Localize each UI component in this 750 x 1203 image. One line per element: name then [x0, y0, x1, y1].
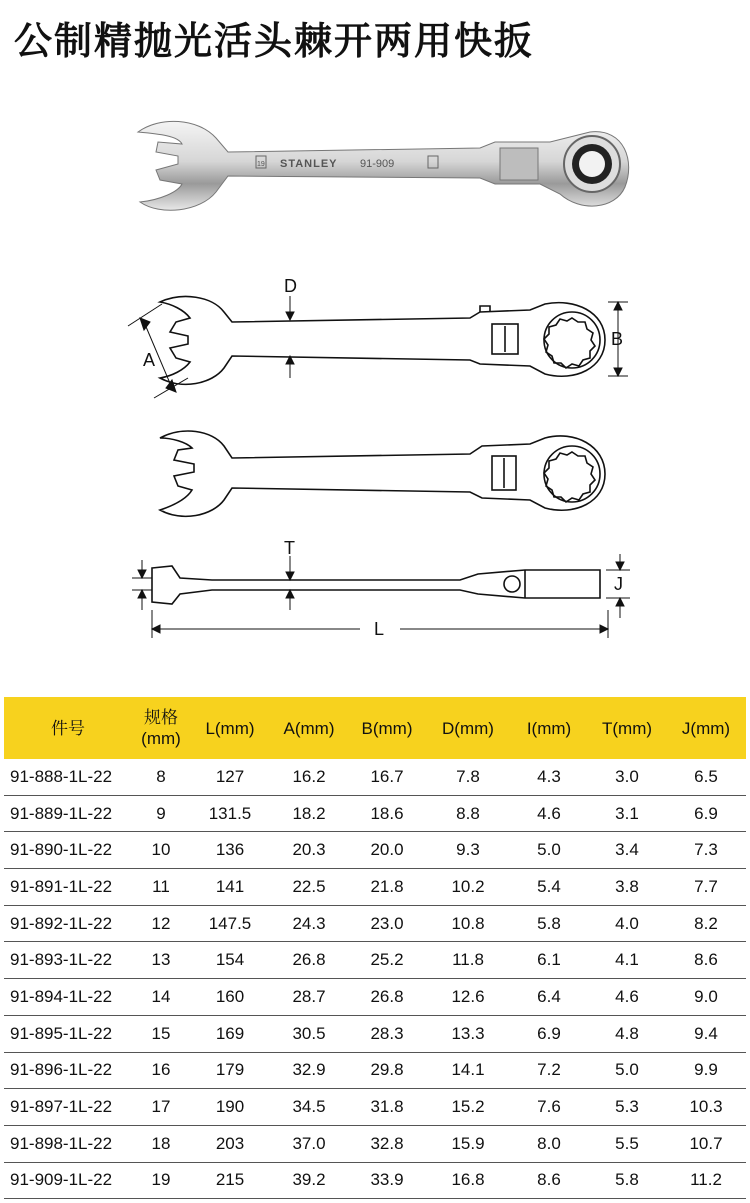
- table-row: [4, 1052, 746, 1089]
- table-cell: 7.2: [510, 1052, 588, 1089]
- table-cell: 160: [190, 979, 270, 1016]
- table-cell: 24.3: [270, 905, 348, 942]
- label-d: D: [284, 276, 297, 296]
- table-cell: 19: [132, 1162, 190, 1199]
- table-cell: 32.8: [348, 1125, 426, 1162]
- table-cell: 33.9: [348, 1162, 426, 1199]
- part-number-cell: 91-895-1L-22: [4, 1015, 132, 1052]
- table-cell: 4.6: [588, 979, 666, 1016]
- table-cell: 3.8: [588, 869, 666, 906]
- table-cell: 22.5: [270, 869, 348, 906]
- table-cell: 14: [132, 979, 190, 1016]
- table-cell: 169: [190, 1015, 270, 1052]
- table-cell: 147.5: [190, 905, 270, 942]
- table-row: [4, 759, 746, 795]
- photo-size-mark: 19: [257, 161, 265, 168]
- dimension-drawing: [0, 260, 750, 660]
- part-number-cell: 91-889-1L-22: [4, 795, 132, 832]
- table-cell: 12: [132, 905, 190, 942]
- table-cell: 7.3: [666, 832, 746, 869]
- table-row: [4, 1125, 746, 1162]
- header-cell: D(mm): [426, 697, 510, 759]
- table-cell: 141: [190, 869, 270, 906]
- table-cell: 5.8: [588, 1162, 666, 1199]
- table-cell: 8.6: [510, 1162, 588, 1199]
- label-j: J: [614, 574, 623, 594]
- table-row: [4, 1162, 746, 1199]
- table-cell: 5.5: [588, 1125, 666, 1162]
- table-cell: 26.8: [270, 942, 348, 979]
- part-number-cell: 91-891-1L-22: [4, 869, 132, 906]
- photo-brand: STANLEY: [280, 158, 338, 170]
- header-cell: I(mm): [510, 697, 588, 759]
- photo-model: 91-909: [360, 158, 395, 170]
- part-number-cell: 91-909-1L-22: [4, 1162, 132, 1199]
- table-cell: 127: [190, 759, 270, 795]
- table-cell: 13.3: [426, 1015, 510, 1052]
- table-cell: 29.8: [348, 1052, 426, 1089]
- spec-table: [4, 697, 746, 1199]
- table-cell: 8.2: [666, 905, 746, 942]
- table-cell: 28.3: [348, 1015, 426, 1052]
- part-number-cell: 91-892-1L-22: [4, 905, 132, 942]
- table-cell: 11.2: [666, 1162, 746, 1199]
- table-cell: 4.6: [510, 795, 588, 832]
- part-number-cell: 91-896-1L-22: [4, 1052, 132, 1089]
- table-cell: 20.0: [348, 832, 426, 869]
- table-cell: 190: [190, 1089, 270, 1126]
- table-cell: 6.5: [666, 759, 746, 795]
- part-number-cell: 91-893-1L-22: [4, 942, 132, 979]
- table-cell: 4.1: [588, 942, 666, 979]
- table-row: [4, 979, 746, 1016]
- table-cell: 16.7: [348, 759, 426, 795]
- table-cell: 10.7: [666, 1125, 746, 1162]
- table-cell: 5.3: [588, 1089, 666, 1126]
- table-cell: 10: [132, 832, 190, 869]
- table-cell: 5.0: [588, 1052, 666, 1089]
- table-cell: 4.8: [588, 1015, 666, 1052]
- table-cell: 14.1: [426, 1052, 510, 1089]
- table-cell: 9.3: [426, 832, 510, 869]
- table-cell: 15: [132, 1015, 190, 1052]
- table-cell: 37.0: [270, 1125, 348, 1162]
- table-cell: 15.2: [426, 1089, 510, 1126]
- table-row: [4, 942, 746, 979]
- table-cell: 9.0: [666, 979, 746, 1016]
- table-cell: 15.9: [426, 1125, 510, 1162]
- table-cell: 6.1: [510, 942, 588, 979]
- table-cell: 5.8: [510, 905, 588, 942]
- table-cell: 25.2: [348, 942, 426, 979]
- table-row: [4, 795, 746, 832]
- label-l: L: [374, 619, 385, 639]
- table-cell: 18.2: [270, 795, 348, 832]
- table-cell: 18.6: [348, 795, 426, 832]
- table-cell: 12.6: [426, 979, 510, 1016]
- table-cell: 6.9: [510, 1015, 588, 1052]
- table-cell: 16.8: [426, 1162, 510, 1199]
- page-title: 公制精抛光活头棘开两用快扳: [14, 19, 535, 63]
- part-number-cell: 91-890-1L-22: [4, 832, 132, 869]
- table-cell: 5.4: [510, 869, 588, 906]
- table-cell: 8.0: [510, 1125, 588, 1162]
- label-a: A: [143, 350, 156, 370]
- table-cell: 39.2: [270, 1162, 348, 1199]
- table-cell: 6.4: [510, 979, 588, 1016]
- table-cell: 10.2: [426, 869, 510, 906]
- table-cell: 9.9: [666, 1052, 746, 1089]
- table-cell: 8: [132, 759, 190, 795]
- table-cell: 32.9: [270, 1052, 348, 1089]
- table-cell: 26.8: [348, 979, 426, 1016]
- table-row: [4, 905, 746, 942]
- header-cell: J(mm): [666, 697, 746, 759]
- table-cell: 16: [132, 1052, 190, 1089]
- table-cell: 34.5: [270, 1089, 348, 1126]
- table-cell: 154: [190, 942, 270, 979]
- table-cell: 21.8: [348, 869, 426, 906]
- part-number-cell: 91-888-1L-22: [4, 759, 132, 795]
- header-cell: 件号: [4, 697, 132, 759]
- header-cell: L(mm): [190, 697, 270, 759]
- table-cell: 31.8: [348, 1089, 426, 1126]
- table-cell: 30.5: [270, 1015, 348, 1052]
- table-cell: 20.3: [270, 832, 348, 869]
- part-number-cell: 91-897-1L-22: [4, 1089, 132, 1126]
- label-b: B: [611, 329, 624, 349]
- table-cell: 7.7: [666, 869, 746, 906]
- table-cell: 13: [132, 942, 190, 979]
- table-cell: 4.3: [510, 759, 588, 795]
- table-cell: 23.0: [348, 905, 426, 942]
- table-cell: 179: [190, 1052, 270, 1089]
- header-cell: B(mm): [348, 697, 426, 759]
- table-cell: 8.6: [666, 942, 746, 979]
- header-cell: T(mm): [588, 697, 666, 759]
- table-row: [4, 1015, 746, 1052]
- table-cell: 9.4: [666, 1015, 746, 1052]
- header-cell: 规格 (mm): [132, 697, 190, 759]
- label-t: T: [284, 538, 295, 558]
- table-cell: 17: [132, 1089, 190, 1126]
- table-cell: 7.6: [510, 1089, 588, 1126]
- table-row: [4, 1089, 746, 1126]
- table-cell: 18: [132, 1125, 190, 1162]
- table-row: [4, 832, 746, 869]
- table-cell: 7.8: [426, 759, 510, 795]
- table-cell: 11.8: [426, 942, 510, 979]
- table-cell: 16.2: [270, 759, 348, 795]
- table-cell: 3.4: [588, 832, 666, 869]
- table-cell: 3.1: [588, 795, 666, 832]
- table-cell: 10.8: [426, 905, 510, 942]
- table-cell: 8.8: [426, 795, 510, 832]
- part-number-cell: 91-898-1L-22: [4, 1125, 132, 1162]
- table-cell: 11: [132, 869, 190, 906]
- table-cell: 203: [190, 1125, 270, 1162]
- table-cell: 6.9: [666, 795, 746, 832]
- table-cell: 4.0: [588, 905, 666, 942]
- table-body: [4, 759, 746, 1199]
- header-cell: A(mm): [270, 697, 348, 759]
- table-cell: 131.5: [190, 795, 270, 832]
- table-cell: 28.7: [270, 979, 348, 1016]
- wrench-photo: [120, 112, 640, 222]
- table-header-row: [4, 697, 746, 759]
- table-cell: 10.3: [666, 1089, 746, 1126]
- table-cell: 3.0: [588, 759, 666, 795]
- part-number-cell: 91-894-1L-22: [4, 979, 132, 1016]
- table-cell: 9: [132, 795, 190, 832]
- table-cell: 5.0: [510, 832, 588, 869]
- table-row: [4, 869, 746, 906]
- table-cell: 136: [190, 832, 270, 869]
- table-cell: 215: [190, 1162, 270, 1199]
